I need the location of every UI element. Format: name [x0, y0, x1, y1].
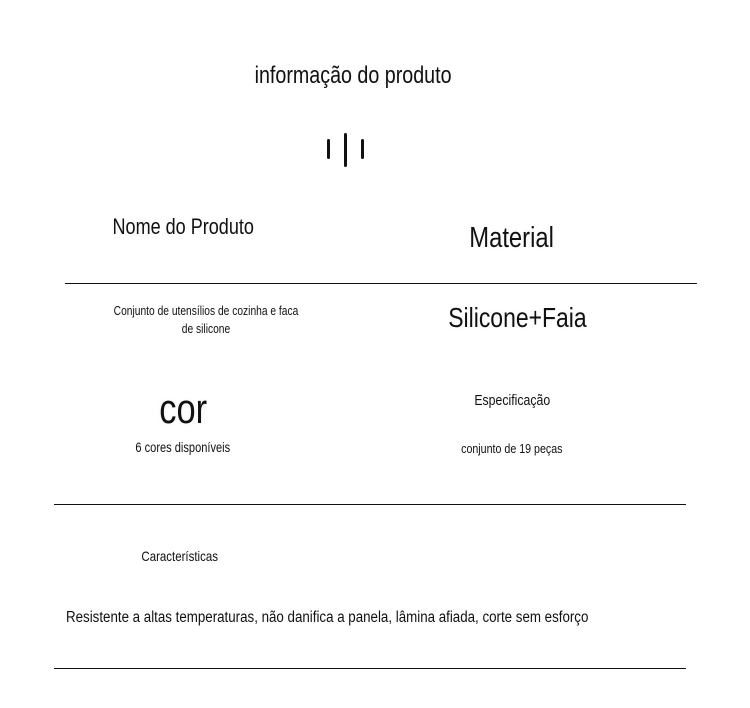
page-title [0, 62, 706, 90]
color-label [112, 386, 254, 432]
specification-value-text: conjunto de 19 peças [461, 441, 563, 456]
divider-line [54, 504, 686, 505]
product-name-label [93, 212, 273, 241]
product-name-value [85, 302, 327, 338]
divider-line [54, 668, 686, 669]
features-label-text: Características [141, 548, 219, 564]
product-name-value-text: Conjunto de utensílios de cozinha e faca de silicone [113, 304, 299, 336]
page-title-text: informação do produto [254, 62, 452, 89]
divider-line [65, 283, 697, 284]
material-value-text: Silicone+Faia [447, 302, 587, 333]
specification-label-text: Especificação [474, 392, 550, 409]
material-value [417, 302, 617, 334]
color-value [112, 438, 254, 458]
features-value: Resistente a altas temperaturas, não danifica a panela, lâmina afiada, corte sem esforço [66, 609, 589, 626]
material-label-text: Material [469, 222, 555, 254]
product-name-label-text: Nome do Produto [112, 214, 254, 239]
color-value-text: 6 cores disponíveis [135, 440, 231, 455]
specification-label [432, 392, 592, 409]
features-label [100, 548, 260, 564]
specification-value [432, 439, 592, 459]
color-label-text: cor [159, 385, 207, 432]
material-label [412, 222, 612, 255]
three-vertical-bars-icon [325, 133, 367, 169]
